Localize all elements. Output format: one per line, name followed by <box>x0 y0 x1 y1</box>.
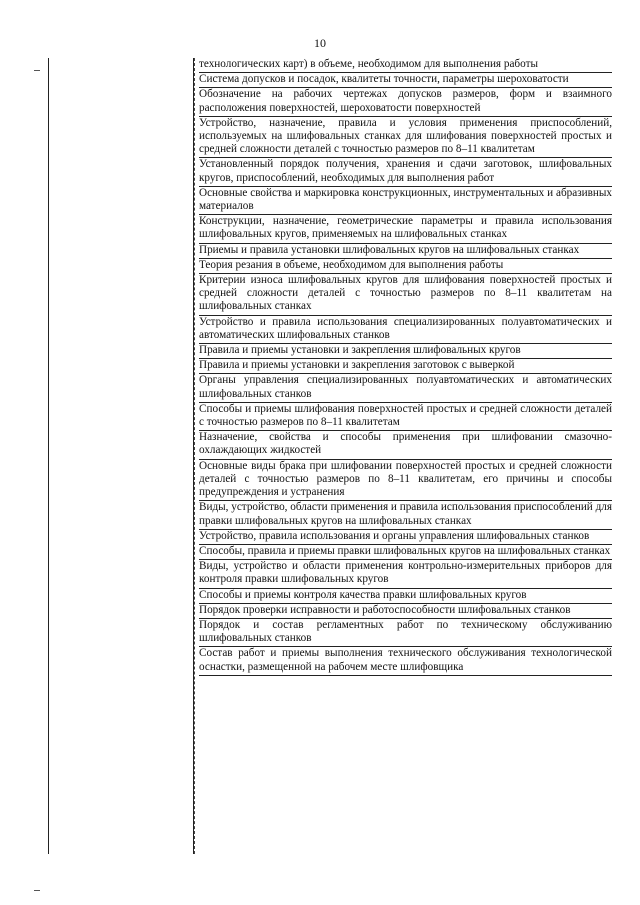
list-item <box>199 589 612 604</box>
left-margin-marks <box>34 60 42 850</box>
list-item-text: Правила и приемы установки и закрепления заготовок с выверкой <box>199 359 515 372</box>
list-item-text: Порядок и состав регламентных работ по техническому обслуживанию шлифовальных станков <box>199 618 612 645</box>
page-number: 10 <box>314 36 326 50</box>
list-item <box>199 187 612 215</box>
list-item <box>199 460 612 502</box>
list-item <box>199 359 612 374</box>
list-item <box>199 316 612 344</box>
table-left-border <box>48 58 49 854</box>
margin-tick <box>34 70 40 71</box>
list-item-text: Органы управления специализированных полуавтоматических и автоматических шлифовальных станков <box>199 374 612 400</box>
list-item-text: Обозначение на рабочих чертежах допусков размеров, форм и взаимного расположения поверхностей, шероховатости поверхностей <box>199 88 612 114</box>
list-item <box>199 647 612 675</box>
list-item <box>199 619 612 647</box>
list-item-text: Виды, устройство и области применения контрольно-измерительных приборов для контроля правки шлифовальных кругов <box>199 560 612 586</box>
list-item-text: Приемы и правила установки шлифовальных кругов на шлифовальных станках <box>199 243 580 256</box>
list-item <box>199 244 612 259</box>
list-item <box>199 403 612 431</box>
list-item-text: Способы, правила и приемы правки шлифовальных кругов на шлифовальных станках <box>199 544 611 557</box>
list-item <box>199 545 612 560</box>
margin-tick <box>34 890 40 891</box>
list-item-text: Устройство и правила использования специализированных полуавтоматических и автоматических шлифовальных станков <box>199 315 612 341</box>
list-item-text: Порядок проверки исправности и работоспособности шлифовальных станков <box>199 603 571 616</box>
list-item-text: Установленный порядок получения, хранения и сдачи заготовок, шлифовальных кругов, приспособлений, необходимых для выполнения работ <box>199 158 612 184</box>
list-item <box>199 73 612 88</box>
list-item-text: Виды, устройство, области применения и правила использования приспособлений для правки шлифовальных кругов на шлифовальных станках <box>199 501 613 527</box>
list-item <box>199 215 612 243</box>
list-item-text: Способы и приемы шлифования поверхностей простых и средней сложности деталей с точностью размеров по 8–11 квалитетам <box>199 402 612 429</box>
list-item-text: Назначение, свойства и способы применения при шлифовании смазочно-охлаждающих жидкостей <box>199 431 612 457</box>
list-item-text: Состав работ и приемы выполнения технического обслуживания технологической оснастки, размещенной на рабочем месте шлифовщика <box>199 647 612 673</box>
list-item-text: Устройство, правила использования и органы управления шлифовальных станков <box>199 529 590 542</box>
list-item <box>199 58 612 73</box>
list-item-text: Конструкции, назначение, геометрические параметры и правила использования шлифовальных кругов, применяемых на шлифовальных станках <box>199 215 612 241</box>
list-item-text: Система допусков и посадок, квалитеты точности, параметры шероховатости <box>199 73 569 86</box>
list-item <box>199 88 612 116</box>
knowledge-list <box>199 58 612 676</box>
list-item-text: технологических карт) в объеме, необходимом для выполнения работы <box>199 58 538 70</box>
list-item-text: Основные свойства и маркировка конструкционных, инструментальных и абразивных материалов <box>199 186 612 213</box>
list-item-text: Правила и приемы установки и закрепления шлифовальных кругов <box>199 344 521 357</box>
list-item-text: Критерии износа шлифовальных кругов для шлифования поверхностей простых и средней сложности деталей с точностью размеров по 8–11 квалитетам на шлифовальных станках <box>199 274 612 313</box>
column-divider-dashed <box>194 58 195 854</box>
list-item <box>199 530 612 545</box>
list-item <box>199 560 612 588</box>
list-item <box>199 431 612 459</box>
list-item <box>199 158 612 186</box>
list-item-text: Теория резания в объеме, необходимом для выполнения работы <box>199 258 504 271</box>
list-item-text: Устройство, назначение, правила и условия применения приспособлений, используемых на шлифовальных станках для шлифования поверхностей простых и средней сложности деталей с точностью размеров по 8–11 квалитетам <box>199 116 612 156</box>
list-item-text: Основные виды брака при шлифовании поверхностей простых и средней сложности деталей с точностью размеров по 8–11 квалитетам, его причины и способы предупреждения и устранения <box>199 459 612 499</box>
list-item <box>199 274 612 316</box>
list-item <box>199 259 612 274</box>
list-item <box>199 374 612 402</box>
list-item <box>199 117 612 159</box>
list-item <box>199 344 612 359</box>
list-item <box>199 501 612 529</box>
list-item <box>199 604 612 619</box>
list-item-text: Способы и приемы контроля качества правки шлифовальных кругов <box>199 588 527 601</box>
